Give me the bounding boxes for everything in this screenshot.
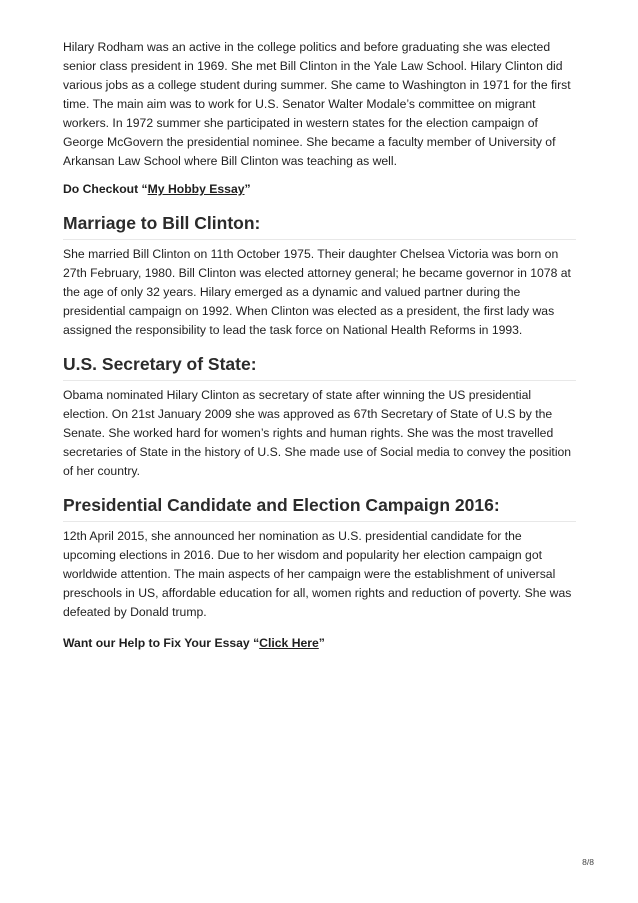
section-body: 12th April 2015, she announced her nomination as U.S. presidential candidate for the upcoming elections in 2016. Due to her wisdom and popularity her election campaign got worldwide attention. The main aspects of her campaign were the establishment of universal preschools in US, affordable education for all, women rights and reduction of poverty. She was defeated by Donald trump. xyxy=(63,529,572,619)
intro-paragraph: Hilary Rodham was an active in the college politics and before graduating she was elected senior class president in 1969. She met Bill Clinton in the Yale Law School. Hilary Clinton did various jobs as a college student during summer. She came to Washington in 1971 for the first time. The main aim was to work for U.S. Senator Walter Modale’s committee on migrant workers. In 1972 summer she participated in western states for the election campaign of George McGovern the presidential nominee. She became a faculty member of University of Arkansan Law School where Bill Clinton was teaching as well. xyxy=(63,40,571,168)
help-line xyxy=(63,634,576,653)
section-heading: Presidential Candidate and Election Campaign 2016: xyxy=(63,493,576,522)
section-body: She married Bill Clinton on 11th October 1975. Their daughter Chelsea Victoria was born on 27th February, 1980. Bill Clinton was elected attorney general; he became governor in 1078 at the age of only 32 years. Hilary emerged as a dynamic and valued partner during the presidential campaign on 1992. When Clinton was elected as a president, the first lady was assigned the responsibility to lead the task force on National Health Reforms in 1993. xyxy=(63,247,571,337)
checkout-line xyxy=(63,180,576,199)
section-body: Obama nominated Hilary Clinton as secretary of state after winning the US presidential election. On 21st January 2009 she was approved as 67th Secretary of State of U.S by the Senate. She worked hard for women’s rights and human rights. She was the most travelled secretaries of State in the history of U.S. She made use of Social media to convey the position of her country. xyxy=(63,388,572,478)
help-suffix: ” xyxy=(318,636,325,650)
section-heading: Marriage to Bill Clinton: xyxy=(63,211,576,240)
help-prefix: Want our Help to Fix Your Essay “ xyxy=(63,636,260,650)
section-heading: U.S. Secretary of State: xyxy=(63,352,576,381)
checkout-suffix: ” xyxy=(244,182,251,196)
checkout-prefix: Do Checkout “ xyxy=(63,182,148,196)
section-marriage xyxy=(63,211,576,340)
section-secretary-of-state xyxy=(63,352,576,481)
document-content xyxy=(63,38,576,665)
hobby-essay-link[interactable]: My Hobby Essay xyxy=(147,182,245,196)
page-number: 8/8 xyxy=(582,857,594,867)
click-here-link[interactable]: Click Here xyxy=(259,636,319,650)
section-campaign-2016 xyxy=(63,493,576,622)
